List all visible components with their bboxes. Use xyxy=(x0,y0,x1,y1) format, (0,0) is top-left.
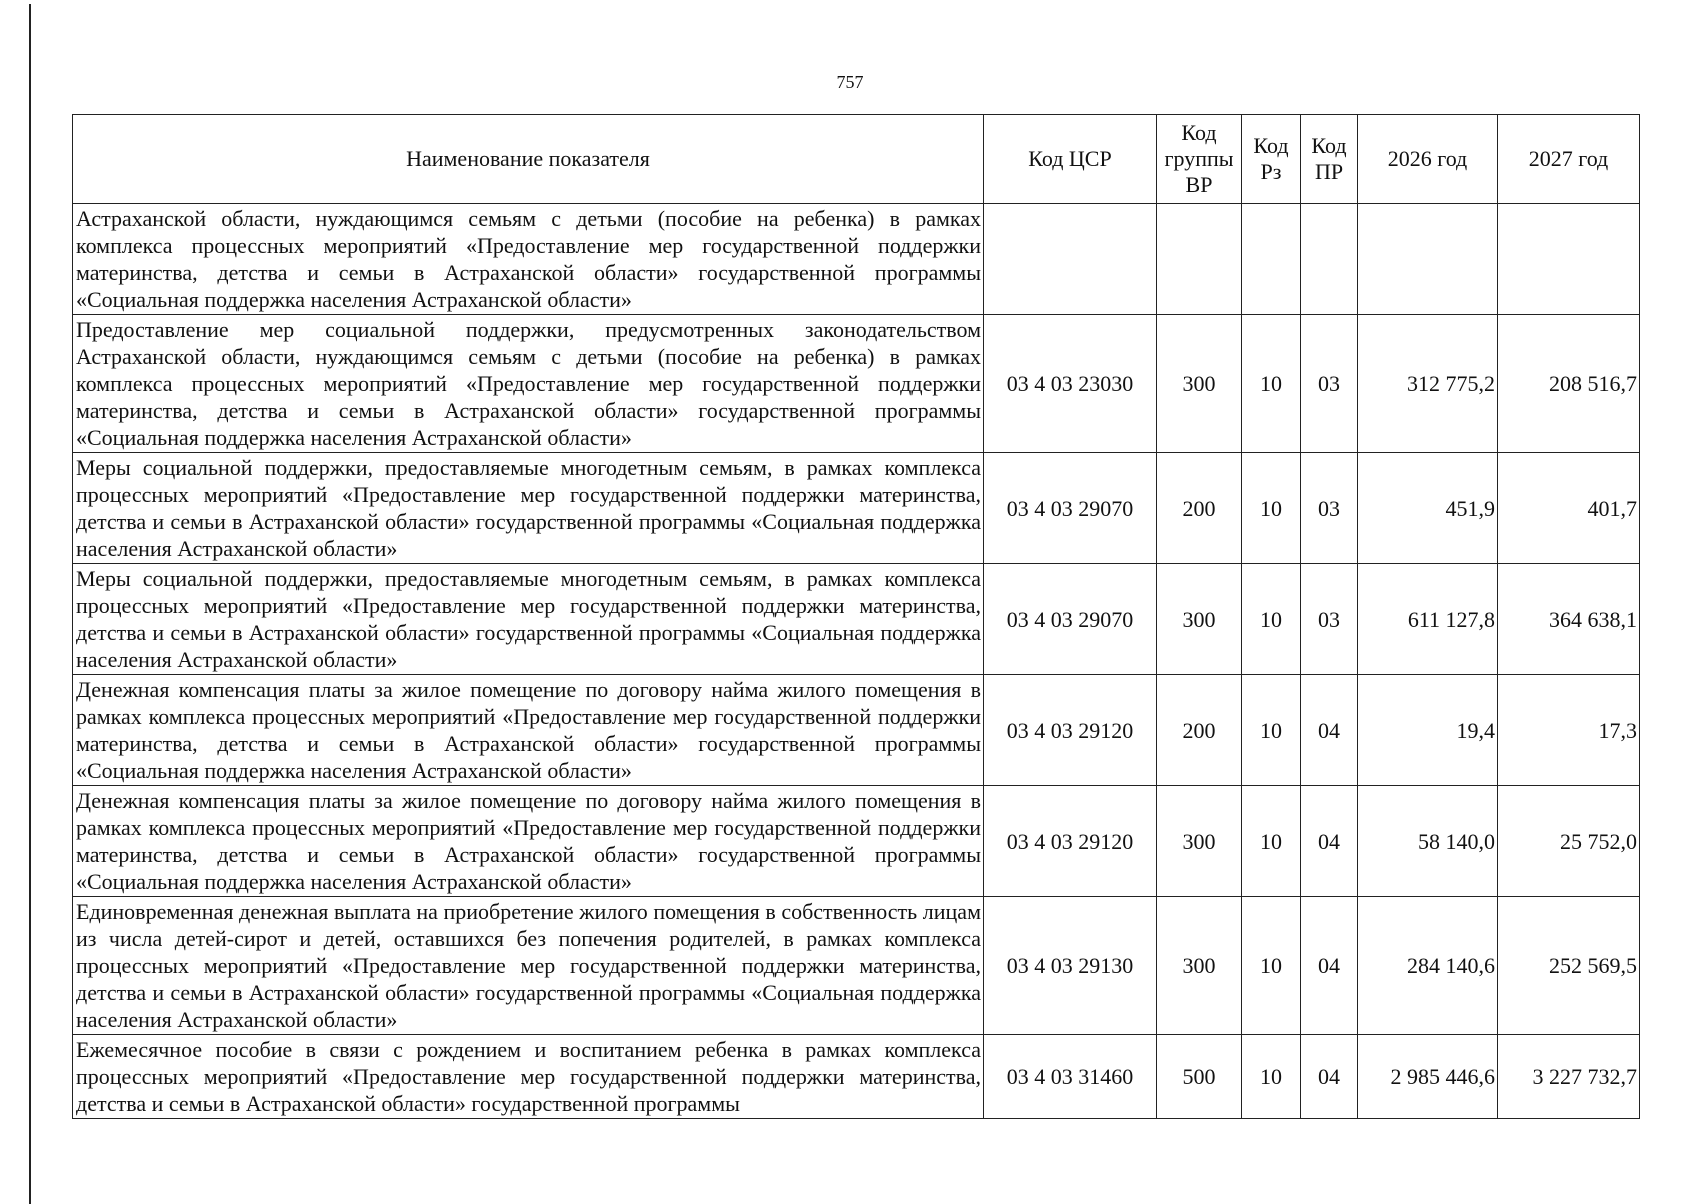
page-number: 757 xyxy=(836,72,864,92)
row-2026: 58 140,0 xyxy=(1358,786,1498,897)
table-header-row xyxy=(73,115,1640,204)
table-row xyxy=(73,564,1640,675)
header-name: Наименование показателя xyxy=(73,115,984,204)
row-pr: 03 xyxy=(1301,453,1358,564)
row-2027: 17,3 xyxy=(1498,675,1640,786)
row-2027: 401,7 xyxy=(1498,453,1640,564)
table-row xyxy=(73,453,1640,564)
header-rz: Код Рз xyxy=(1242,115,1301,204)
row-name: Предоставление мер социальной поддержки, предусмотренных законодательством Астраханской области, нуждающимся семьям с детьми (пособие на ребенка) в рамках комплекса процессных мероприятий «Предоставление мер государственной поддержки материнства, детства и семьи в Астраханской области» государственной программы «Социальная поддержка населения Астраханской области» xyxy=(73,315,984,453)
row-csr: 03 4 03 29120 xyxy=(984,675,1157,786)
row-csr: 03 4 03 23030 xyxy=(984,315,1157,453)
table-row xyxy=(73,204,1640,315)
header-pr: Код ПР xyxy=(1301,115,1358,204)
row-vr: 300 xyxy=(1157,897,1242,1035)
row-name: Ежемесячное пособие в связи с рождением и воспитанием ребенка в рамках комплекса процессных мероприятий «Предоставление мер государственной поддержки материнства, детства и семьи в Астраханской области» государственной программы xyxy=(73,1035,984,1119)
row-csr: 03 4 03 29120 xyxy=(984,786,1157,897)
row-2026: 2 985 446,6 xyxy=(1358,1035,1498,1119)
row-csr xyxy=(984,204,1157,315)
row-2026: 451,9 xyxy=(1358,453,1498,564)
left-margin-line xyxy=(29,4,31,1204)
row-pr: 03 xyxy=(1301,315,1358,453)
table-row xyxy=(73,786,1640,897)
row-2027: 25 752,0 xyxy=(1498,786,1640,897)
header-vr: Код группы ВР xyxy=(1157,115,1242,204)
row-vr: 300 xyxy=(1157,786,1242,897)
table-row xyxy=(73,1035,1640,1119)
row-name: Меры социальной поддержки, предоставляемые многодетным семьям, в рамках комплекса процессных мероприятий «Предоставление мер государственной поддержки материнства, детства и семьи в Астраханской области» государственной программы «Социальная поддержка населения Астраханской области» xyxy=(73,564,984,675)
row-pr: 04 xyxy=(1301,1035,1358,1119)
row-2026 xyxy=(1358,204,1498,315)
row-vr xyxy=(1157,204,1242,315)
row-2027 xyxy=(1498,204,1640,315)
row-name: Меры социальной поддержки, предоставляемые многодетным семьям, в рамках комплекса процессных мероприятий «Предоставление мер государственной поддержки материнства, детства и семьи в Астраханской области» государственной программы «Социальная поддержка населения Астраханской области» xyxy=(73,453,984,564)
row-2027: 252 569,5 xyxy=(1498,897,1640,1035)
row-name: Денежная компенсация платы за жилое помещение по договору найма жилого помещения в рамках комплекса процессных мероприятий «Предоставление мер государственной поддержки материнства, детства и семьи в Астраханской области» государственной программы «Социальная поддержка населения Астраханской области» xyxy=(73,786,984,897)
row-2027: 208 516,7 xyxy=(1498,315,1640,453)
row-rz: 10 xyxy=(1242,315,1301,453)
row-name: Единовременная денежная выплата на приобретение жилого помещения в собственность лицам из числа детей-сирот и детей, оставшихся без попечения родителей, в рамках комплекса процессных мероприятий «Предоставление мер государственной поддержки материнства, детства и семьи в Астраханской области» государственной программы «Социальная поддержка населения Астраханской области» xyxy=(73,897,984,1035)
row-rz: 10 xyxy=(1242,453,1301,564)
row-rz: 10 xyxy=(1242,786,1301,897)
row-name: Астраханской области, нуждающимся семьям с детьми (пособие на ребенка) в рамках комплекса процессных мероприятий «Предоставление мер государственной поддержки материнства, детства и семьи в Астраханской области» государственной программы «Социальная поддержка населения Астраханской области» xyxy=(73,204,984,315)
row-csr: 03 4 03 29070 xyxy=(984,453,1157,564)
row-pr: 04 xyxy=(1301,786,1358,897)
budget-table xyxy=(72,114,1640,1119)
row-2026: 312 775,2 xyxy=(1358,315,1498,453)
row-vr: 200 xyxy=(1157,675,1242,786)
row-rz xyxy=(1242,204,1301,315)
row-vr: 200 xyxy=(1157,453,1242,564)
table-row xyxy=(73,315,1640,453)
row-csr: 03 4 03 29130 xyxy=(984,897,1157,1035)
row-csr: 03 4 03 31460 xyxy=(984,1035,1157,1119)
header-2027: 2027 год xyxy=(1498,115,1640,204)
header-csr: Код ЦСР xyxy=(984,115,1157,204)
row-rz: 10 xyxy=(1242,1035,1301,1119)
row-vr: 500 xyxy=(1157,1035,1242,1119)
row-2026: 19,4 xyxy=(1358,675,1498,786)
row-vr: 300 xyxy=(1157,315,1242,453)
row-rz: 10 xyxy=(1242,675,1301,786)
row-csr: 03 4 03 29070 xyxy=(984,564,1157,675)
row-pr: 04 xyxy=(1301,897,1358,1035)
row-vr: 300 xyxy=(1157,564,1242,675)
row-2026: 611 127,8 xyxy=(1358,564,1498,675)
row-2027: 3 227 732,7 xyxy=(1498,1035,1640,1119)
table-row xyxy=(73,897,1640,1035)
row-pr xyxy=(1301,204,1358,315)
table-row xyxy=(73,675,1640,786)
row-rz: 10 xyxy=(1242,564,1301,675)
row-2026: 284 140,6 xyxy=(1358,897,1498,1035)
row-rz: 10 xyxy=(1242,897,1301,1035)
header-2026: 2026 год xyxy=(1358,115,1498,204)
row-pr: 03 xyxy=(1301,564,1358,675)
row-pr: 04 xyxy=(1301,675,1358,786)
row-2027: 364 638,1 xyxy=(1498,564,1640,675)
row-name: Денежная компенсация платы за жилое помещение по договору найма жилого помещения в рамках комплекса процессных мероприятий «Предоставление мер государственной поддержки материнства, детства и семьи в Астраханской области» государственной программы «Социальная поддержка населения Астраханской области» xyxy=(73,675,984,786)
